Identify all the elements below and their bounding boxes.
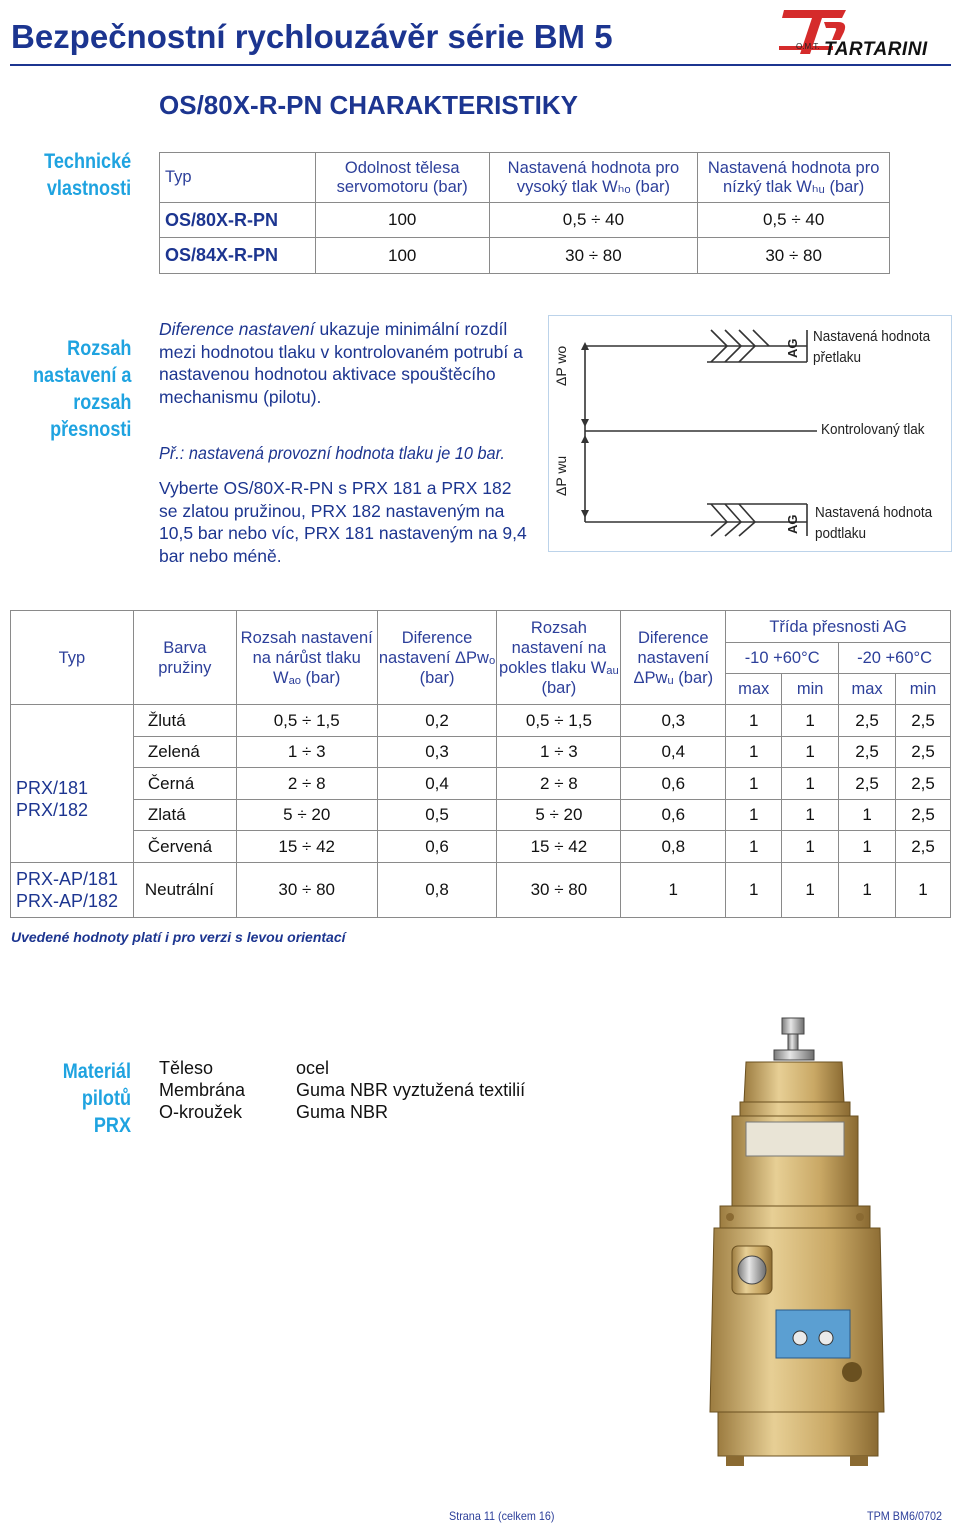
cell: 0,8 <box>621 831 726 863</box>
dp-wo-label: ΔP wo <box>553 345 569 386</box>
cell: 1 <box>726 768 782 800</box>
cell: 1 <box>782 863 839 918</box>
group-cell-empty <box>11 705 134 737</box>
cell: 1 <box>782 800 839 831</box>
cell: 30 ÷ 80 <box>698 238 890 274</box>
table-row <box>159 1079 525 1101</box>
cell: 100 <box>315 238 489 274</box>
valve-illustration <box>704 1010 932 1480</box>
th-max: max <box>726 674 782 705</box>
cell: 1 <box>726 705 782 737</box>
cell: Guma NBR <box>296 1102 389 1122</box>
cell: 5 ÷ 20 <box>497 800 621 831</box>
table-row <box>159 1101 525 1123</box>
cell: 0,6 <box>621 800 726 831</box>
th-odolnost: Odolnost tělesa servomotoru (bar) <box>315 153 489 203</box>
side-label-line: vlastnosti <box>46 177 131 200</box>
cell: 1 <box>726 800 782 831</box>
cell: 0,8 <box>377 863 497 918</box>
side-label-line: Materiál pilotů <box>62 1060 131 1110</box>
cell: 2,5 <box>839 768 896 800</box>
cell: 2,5 <box>896 737 951 768</box>
th-rozsah-pokles: Rozsah nastavení na pokles tlaku Wₐᵤ (bar) <box>497 611 621 705</box>
range-table <box>10 610 951 918</box>
cell: 0,6 <box>621 768 726 800</box>
materials-table <box>159 1057 525 1123</box>
cell: ocel <box>296 1058 330 1078</box>
th-rozsah-narust: Rozsah nastavení na nárůst tlaku Wₐₒ (bar) <box>236 611 377 705</box>
cell: 0,5 <box>377 800 497 831</box>
cell: Žlutá <box>133 705 236 737</box>
cell: 0,3 <box>377 737 497 768</box>
cell: 1 <box>896 863 951 918</box>
side-label-line: rozsah <box>72 391 131 414</box>
title-divider <box>10 64 951 66</box>
cell: 0,4 <box>621 737 726 768</box>
cell: Neutrální <box>133 863 236 918</box>
side-label-range <box>33 335 131 443</box>
cell: Zlatá <box>133 800 236 831</box>
underpressure-label <box>815 502 932 544</box>
label-line: Nastavená hodnota <box>815 504 933 521</box>
overpressure-label <box>813 326 930 368</box>
cell: 15 ÷ 42 <box>236 831 377 863</box>
example-text: Př.: nastavená provozní hodnota tlaku je 10 bar. <box>159 443 505 463</box>
cell: 100 <box>315 203 489 238</box>
label-line: podtlaku <box>815 525 867 542</box>
cell: Guma NBR vyztužená textilií <box>296 1080 526 1100</box>
cell: 1 <box>839 800 896 831</box>
group-label: PRX-AP/181 <box>16 869 119 889</box>
cell: Zelená <box>133 737 236 768</box>
italic-term: Diference nastavení <box>159 319 315 339</box>
table-note: Uvedené hodnoty platí i pro verzi s levou orientací <box>11 929 346 945</box>
side-label-line: PRX <box>93 1114 131 1137</box>
pressure-diagram <box>548 315 952 552</box>
cell: 1 ÷ 3 <box>497 737 621 768</box>
cell: 2,5 <box>896 800 951 831</box>
side-label-line: nastavení a <box>32 364 131 387</box>
th-max: max <box>839 674 896 705</box>
section-subtitle: OS/80X-R-PN CHARAKTERISTIKY <box>159 90 578 120</box>
description-paragraph <box>159 318 529 408</box>
th-high: Nastavená hodnota pro vysoký tlak Wₕₒ (bar) <box>489 153 698 203</box>
cell: OS/84X-R-PN <box>160 238 316 274</box>
cell: 1 <box>839 831 896 863</box>
table-row <box>11 768 951 800</box>
cell: O-kroužek <box>159 1102 243 1122</box>
table-row <box>11 705 951 737</box>
cell: 1 ÷ 3 <box>236 737 377 768</box>
cell: 2,5 <box>839 737 896 768</box>
th-temp-1: -10 +60°C <box>726 643 839 674</box>
side-label-line: Rozsah <box>66 337 131 360</box>
cell: 0,2 <box>377 705 497 737</box>
cell: 1 <box>782 737 839 768</box>
cell: 1 <box>726 831 782 863</box>
logo-text: TARTARINI <box>824 39 928 60</box>
side-label-line: Technické <box>44 150 131 173</box>
cell: 0,5 ÷ 1,5 <box>497 705 621 737</box>
cell: 0,4 <box>377 768 497 800</box>
group-label: PRX/182 <box>16 800 89 821</box>
group-cell-prx <box>11 737 134 863</box>
th-dif-wu: Diference nastavení ΔPwᵤ (bar) <box>621 611 726 705</box>
logo-small-text: O.M.T. <box>796 42 820 51</box>
cell: Červená <box>133 831 236 863</box>
side-label-technical <box>44 148 131 202</box>
cell: 1 <box>726 863 782 918</box>
side-label-material <box>18 1058 131 1139</box>
cell: 2 ÷ 8 <box>497 768 621 800</box>
cell: 2 ÷ 8 <box>236 768 377 800</box>
controlled-pressure-label: Kontrolovaný tlak <box>821 421 925 438</box>
cell: 2,5 <box>896 831 951 863</box>
cell: 2,5 <box>896 768 951 800</box>
table-row <box>11 800 951 831</box>
cell: 1 <box>839 863 896 918</box>
document-code: TPM BM6/0702 <box>867 1509 943 1523</box>
cell: 30 ÷ 80 <box>489 238 698 274</box>
cell: OS/80X-R-PN <box>160 203 316 238</box>
label-line: přetlaku <box>813 349 862 366</box>
tartarini-logo <box>776 6 948 60</box>
cell: 1 <box>782 831 839 863</box>
cell: Membrána <box>159 1080 246 1100</box>
cell: 1 <box>726 737 782 768</box>
th-min: min <box>782 674 839 705</box>
cell: 30 ÷ 80 <box>497 863 621 918</box>
cell: 0,6 <box>377 831 497 863</box>
cell: 0,3 <box>621 705 726 737</box>
cell: 0,5 ÷ 40 <box>489 203 698 238</box>
group-cell-prx-ap <box>11 863 134 918</box>
table-row <box>11 737 951 768</box>
cell: 1 <box>782 705 839 737</box>
side-label-line: přesnosti <box>49 418 131 441</box>
cell: 1 <box>782 768 839 800</box>
tech-spec-table <box>159 152 890 274</box>
cell: 15 ÷ 42 <box>497 831 621 863</box>
cell: 0,5 ÷ 40 <box>698 203 890 238</box>
label-line: Nastavená hodnota <box>813 328 931 345</box>
page-title: Bezpečnostní rychlouzávěr série BM 5 <box>11 18 613 55</box>
cell: 2,5 <box>896 705 951 737</box>
table-row <box>160 238 890 274</box>
cell: 5 ÷ 20 <box>236 800 377 831</box>
valve-product-image <box>704 1010 932 1480</box>
group-label: PRX-AP/182 <box>16 891 119 911</box>
ag-label-top: AG <box>785 338 800 358</box>
ag-label-bottom: AG <box>785 514 800 534</box>
th-dif-wo: Diference nastavení ΔPwₒ (bar) <box>377 611 497 705</box>
th-barva: Barva pružiny <box>133 611 236 705</box>
table-row <box>11 863 951 918</box>
th-temp-2: -20 +60°C <box>839 643 951 674</box>
cell: 0,5 ÷ 1,5 <box>236 705 377 737</box>
table-row <box>160 203 890 238</box>
th-typ: Typ <box>160 153 316 203</box>
cell: Těleso <box>159 1058 214 1078</box>
description-text: ukazuje minimální rozdíl mezi hodnotou tlaku v kontrolovaném potrubí a nastavenou hodnotou aktivace spouštěcího mechanismu (pilotu). <box>159 319 523 407</box>
dp-wu-label: ΔP wu <box>553 455 569 496</box>
th-min: min <box>896 674 951 705</box>
cell: Černá <box>133 768 236 800</box>
th-trida: Třída přesnosti AG <box>726 611 951 643</box>
selection-paragraph: Vyberte OS/80X-R-PN s PRX 181 a PRX 182 se zlatou pružinou, PRX 182 nastaveným na 10,5 bar nebo víc, PRX 181 nastaveným na 9,4 bar nebo méně. <box>159 478 527 566</box>
cell: 1 <box>621 863 726 918</box>
cell: 2,5 <box>839 705 896 737</box>
group-label: PRX/181 <box>16 778 89 799</box>
table-row <box>159 1057 525 1079</box>
cell: 30 ÷ 80 <box>236 863 377 918</box>
th-low: Nastavená hodnota pro nízký tlak Wₕᵤ (bar) <box>698 153 890 203</box>
page-number: Strana 11 (celkem 16) <box>449 1509 555 1523</box>
table-row <box>11 831 951 863</box>
th-typ: Typ <box>11 611 134 705</box>
